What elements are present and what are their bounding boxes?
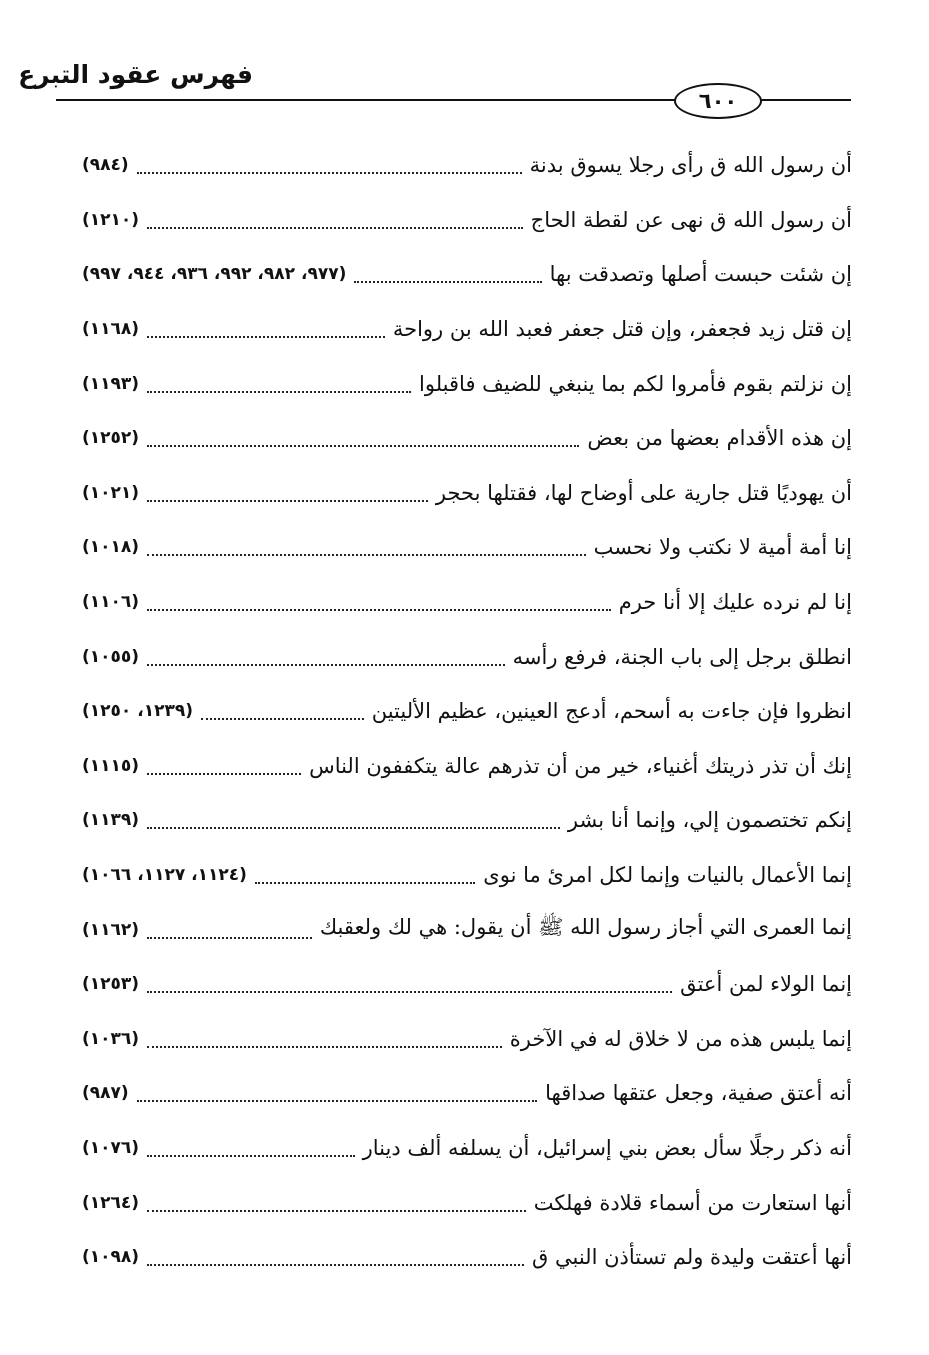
entry-text: أنه أعتق صفية، وجعل عتقها صداقها <box>545 1081 852 1106</box>
index-entry <box>82 793 852 848</box>
entry-text: إنا أمة أمية لا نكتب ولا نحسب <box>593 535 852 560</box>
dot-leader <box>147 1046 502 1048</box>
entry-references: (١٢٥٢) <box>82 428 140 449</box>
entry-references: (١٠٩٨) <box>82 1247 140 1268</box>
entry-references: (١١٦٨) <box>82 319 140 340</box>
index-entry <box>82 302 852 357</box>
entry-text: انطلق برجل إلى باب الجنة، فرفع رأسه <box>512 644 852 669</box>
page-header <box>18 58 851 148</box>
dot-leader <box>147 336 385 338</box>
entry-references: (١١٠٦) <box>82 592 140 613</box>
entry-references: (١٠١٨) <box>82 537 140 558</box>
entry-text: أن رسول الله ق نهى عن لقطة الحاج <box>530 207 852 232</box>
entry-text: أنه ذكر رجلًا سأل بعض بني إسرائيل، أن يسلفه ألف دينار <box>362 1135 852 1160</box>
entry-references: (١٠٢١) <box>82 482 140 503</box>
dot-leader <box>147 664 505 666</box>
index-entry <box>82 193 852 248</box>
entry-text: إنما يلبس هذه من لا خلاق له في الآخرة <box>509 1026 852 1051</box>
index-entry <box>82 957 852 1012</box>
index-entry <box>82 247 852 302</box>
entry-references: (٩٨٧) <box>82 1083 129 1104</box>
dot-leader <box>147 1155 355 1157</box>
entry-references: (١٢٥٣) <box>82 974 140 995</box>
entry-references: (١٢٦٤) <box>82 1192 140 1213</box>
index-entry <box>82 1012 852 1067</box>
dot-leader <box>147 773 301 775</box>
hadith-index-list <box>82 138 852 1284</box>
index-entry <box>82 356 852 411</box>
entry-references: (١١٢٤، ١١٢٧، ١٠٦٦) <box>82 865 247 886</box>
entry-references: (١٠٧٦) <box>82 1137 140 1158</box>
dot-leader <box>147 1210 526 1212</box>
index-entry <box>82 629 852 684</box>
entry-references: (١١٦٢) <box>82 919 140 940</box>
index-entry <box>82 466 852 521</box>
entry-text: إن نزلتم بقوم فأمروا لكم بما ينبغي للضيف فاقبلوا <box>419 371 852 396</box>
entry-text: انظروا فإن جاءت به أسحم، أدعج العينين، عظيم الأليتين <box>371 699 852 724</box>
index-entry <box>82 1121 852 1176</box>
entry-text: أن رسول الله ق رأى رجلا يسوق بدنة <box>529 153 852 178</box>
index-entry <box>82 1175 852 1230</box>
index-entry <box>82 739 852 794</box>
dot-leader <box>255 882 475 884</box>
entry-text: أنها أعتقت وليدة ولم تستأذن النبي ق <box>532 1245 852 1270</box>
dot-leader <box>147 1264 524 1266</box>
entry-text: إن هذه الأقدام بعضها من بعض <box>587 426 852 451</box>
dot-leader <box>354 281 541 283</box>
entry-references: (٩٨٤) <box>82 155 129 176</box>
entry-text: إنما الأعمال بالنيات وإنما لكل امرئ ما نوى <box>483 863 852 888</box>
entry-references: (١٠٣٦) <box>82 1028 140 1049</box>
index-entry <box>82 902 852 957</box>
running-title: فهرس عقود التبرع <box>18 60 253 89</box>
dot-leader <box>147 445 579 447</box>
dot-leader <box>201 718 364 720</box>
index-entry <box>82 1066 852 1121</box>
entry-text: أن يهوديًا قتل جارية على أوضاح لها، فقتلها بحجر <box>435 480 852 505</box>
dot-leader <box>147 609 611 611</box>
dot-leader <box>147 827 560 829</box>
dot-leader <box>147 500 428 502</box>
dot-leader <box>137 1100 537 1102</box>
index-entry <box>82 520 852 575</box>
index-entry <box>82 684 852 739</box>
entry-text: أنها استعارت من أسماء قلادة فهلكت <box>533 1190 852 1215</box>
index-entry <box>82 575 852 630</box>
index-entry <box>82 848 852 903</box>
index-entry <box>82 411 852 466</box>
index-entry <box>82 138 852 193</box>
page-number: ٦٠٠ <box>674 83 762 119</box>
dot-leader <box>147 227 523 229</box>
entry-text: إنما الولاء لمن أعتق <box>680 972 852 997</box>
entry-references: (١٠٥٥) <box>82 646 140 667</box>
dot-leader <box>147 554 586 556</box>
dot-leader <box>137 172 522 174</box>
entry-text: إن قتل زيد فجعفر، وإن قتل جعفر فعبد الله بن رواحة <box>392 317 852 342</box>
entry-text: إنكم تختصمون إلي، وإنما أنا بشر <box>567 808 852 833</box>
entry-references: (١٢١٠) <box>82 209 140 230</box>
entry-text: إن شئت حبست أصلها وتصدقت بها <box>549 262 852 287</box>
dot-leader <box>147 991 672 993</box>
entry-text: إنك أن تذر ذريتك أغنياء، خير من أن تذرهم عالة يتكففون الناس <box>309 753 852 778</box>
entry-text: إنا لم نرده عليك إلا أنا حرم <box>618 590 852 615</box>
dot-leader <box>147 937 312 939</box>
entry-references: (١١٩٣) <box>82 373 140 394</box>
entry-references: (١١٣٩) <box>82 810 140 831</box>
dot-leader <box>147 391 411 393</box>
entry-references: (١٢٣٩، ١٢٥٠) <box>82 701 193 722</box>
entry-text: إنما العمرى التي أجاز رسول الله ﷺ أن يقول: هي لك ولعقبك <box>319 915 852 940</box>
entry-references: (١١١٥) <box>82 755 140 776</box>
entry-references: (٩٧٧، ٩٨٢، ٩٩٢، ٩٣٦، ٩٤٤، ٩٩٧) <box>82 264 347 285</box>
index-entry <box>82 1230 852 1285</box>
